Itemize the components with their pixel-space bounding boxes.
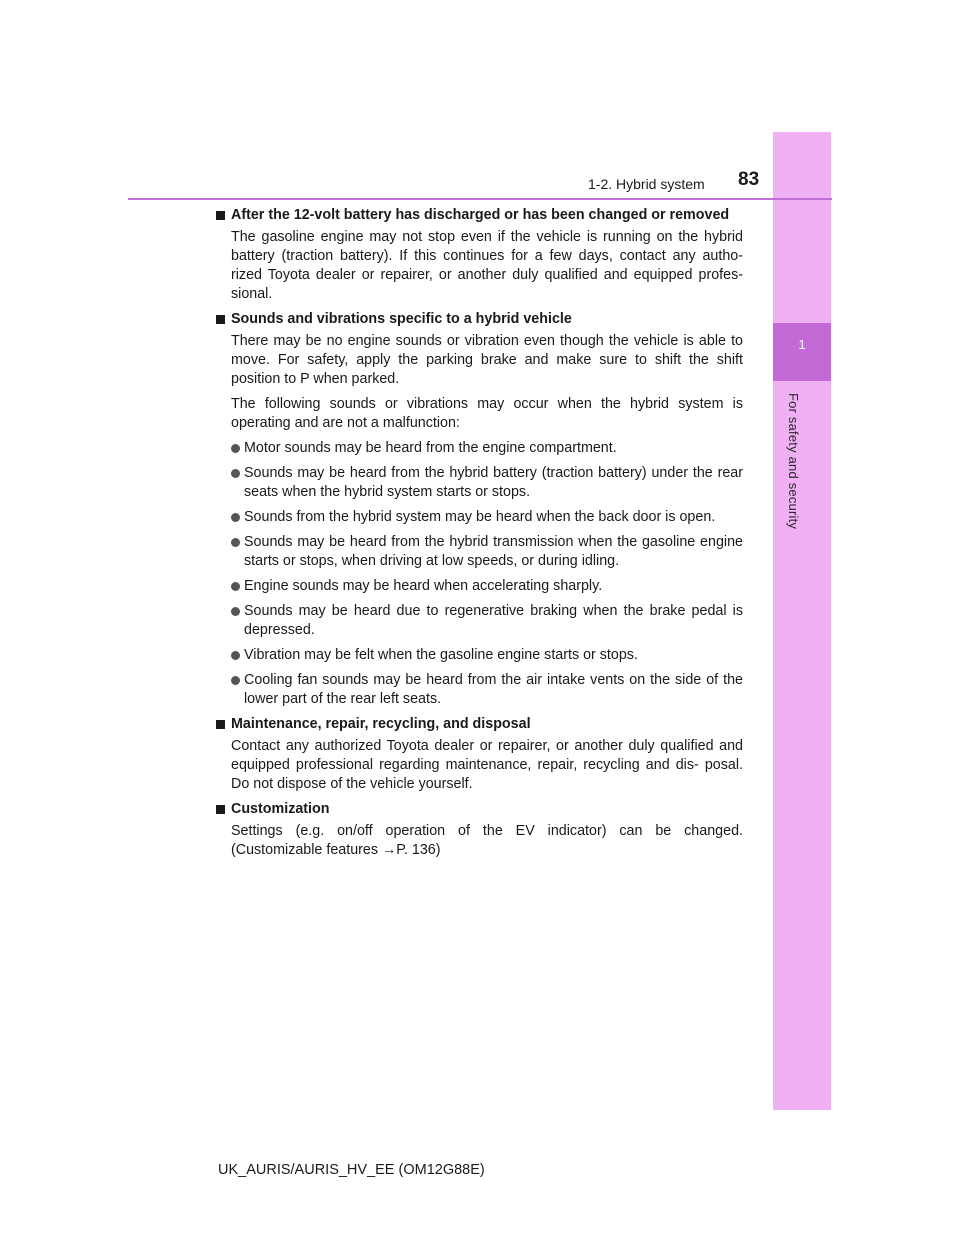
bullet-list <box>215 439 743 709</box>
page-body <box>215 206 743 866</box>
footer-model-code: UK_AURIS/AURIS_HV_EE (OM12G88E) <box>218 1162 485 1178</box>
circle-bullet-icon <box>231 538 240 547</box>
list-item <box>231 508 743 527</box>
chapter-number-block <box>773 323 831 381</box>
list-item-text: Sounds may be heard from the hybrid battery (traction battery) under the rear seats when the hybrid system starts or stops. <box>244 465 743 500</box>
circle-bullet-icon <box>231 582 240 591</box>
circle-bullet-icon <box>231 651 240 660</box>
list-item-text: Cooling fan sounds may be heard from the air intake vents on the side of the lower part of the rear left seats. <box>244 672 743 707</box>
paragraph: Contact any authorized Toyota dealer or repairer, or another duly qualified and equipped professional regarding maintenance, repair, recycling and dis- posal. Do not dispose of the vehicle yourself. <box>231 738 743 792</box>
list-item <box>231 533 743 571</box>
section-heading-text: Sounds and vibrations specific to a hybrid vehicle <box>231 311 572 327</box>
list-item-text: Engine sounds may be heard when accelerating sharply. <box>244 578 603 594</box>
paragraph: There may be no engine sounds or vibration even though the vehicle is able to move. For safety, apply the parking brake and make sure to shift the shift position to P when parked. <box>231 333 743 387</box>
paragraph: The following sounds or vibrations may occur when the hybrid system is operating and are not a malfunction: <box>231 396 743 431</box>
section-title: 1-2. Hybrid system <box>588 176 705 192</box>
paragraph: Settings (e.g. on/off operation of the EV indicator) can be changed. (Customizable features →P. 136) <box>231 823 743 858</box>
circle-bullet-icon <box>231 444 240 453</box>
list-item-text: Vibration may be felt when the gasoline engine starts or stops. <box>244 647 638 663</box>
circle-bullet-icon <box>231 607 240 616</box>
side-tab <box>773 132 831 1110</box>
list-item <box>231 439 743 458</box>
section <box>215 715 743 794</box>
list-item <box>231 577 743 596</box>
header-divider <box>128 198 832 200</box>
list-item-text: Motor sounds may be heard from the engine compartment. <box>244 440 617 456</box>
section-heading-text: Customization <box>231 801 330 817</box>
square-bullet-icon <box>216 720 225 729</box>
square-bullet-icon <box>216 805 225 814</box>
circle-bullet-icon <box>231 513 240 522</box>
section <box>215 800 743 860</box>
section-heading-text: Maintenance, repair, recycling, and disposal <box>231 716 531 732</box>
list-item <box>231 602 743 640</box>
circle-bullet-icon <box>231 469 240 478</box>
page-number: 83 <box>738 169 760 190</box>
list-item <box>231 671 743 709</box>
list-item <box>231 464 743 502</box>
square-bullet-icon <box>216 315 225 324</box>
list-item-text: Sounds from the hybrid system may be heard when the back door is open. <box>244 509 716 525</box>
list-item-text: Sounds may be heard from the hybrid transmission when the gasoline engine starts or stops, when driving at low speeds, or during idling. <box>244 534 743 569</box>
circle-bullet-icon <box>231 676 240 685</box>
section-heading <box>215 310 743 329</box>
section-heading <box>215 206 743 225</box>
list-item <box>231 646 743 665</box>
chapter-number: 1 <box>798 337 806 352</box>
chapter-label: For safety and security <box>786 393 801 530</box>
section-heading <box>215 800 743 819</box>
section <box>215 310 743 709</box>
square-bullet-icon <box>216 211 225 220</box>
section <box>215 206 743 304</box>
section-heading-text: After the 12-volt battery has discharged or has been changed or removed <box>231 207 730 223</box>
section-heading <box>215 715 743 734</box>
paragraph: The gasoline engine may not stop even if the vehicle is running on the hybrid battery (traction battery). If this continues for a few days, contact any autho- rized Toyota dealer or repairer, or another duly qualified and equipped profes- sional. <box>231 229 743 302</box>
list-item-text: Sounds may be heard due to regenerative braking when the brake pedal is depressed. <box>244 603 743 638</box>
